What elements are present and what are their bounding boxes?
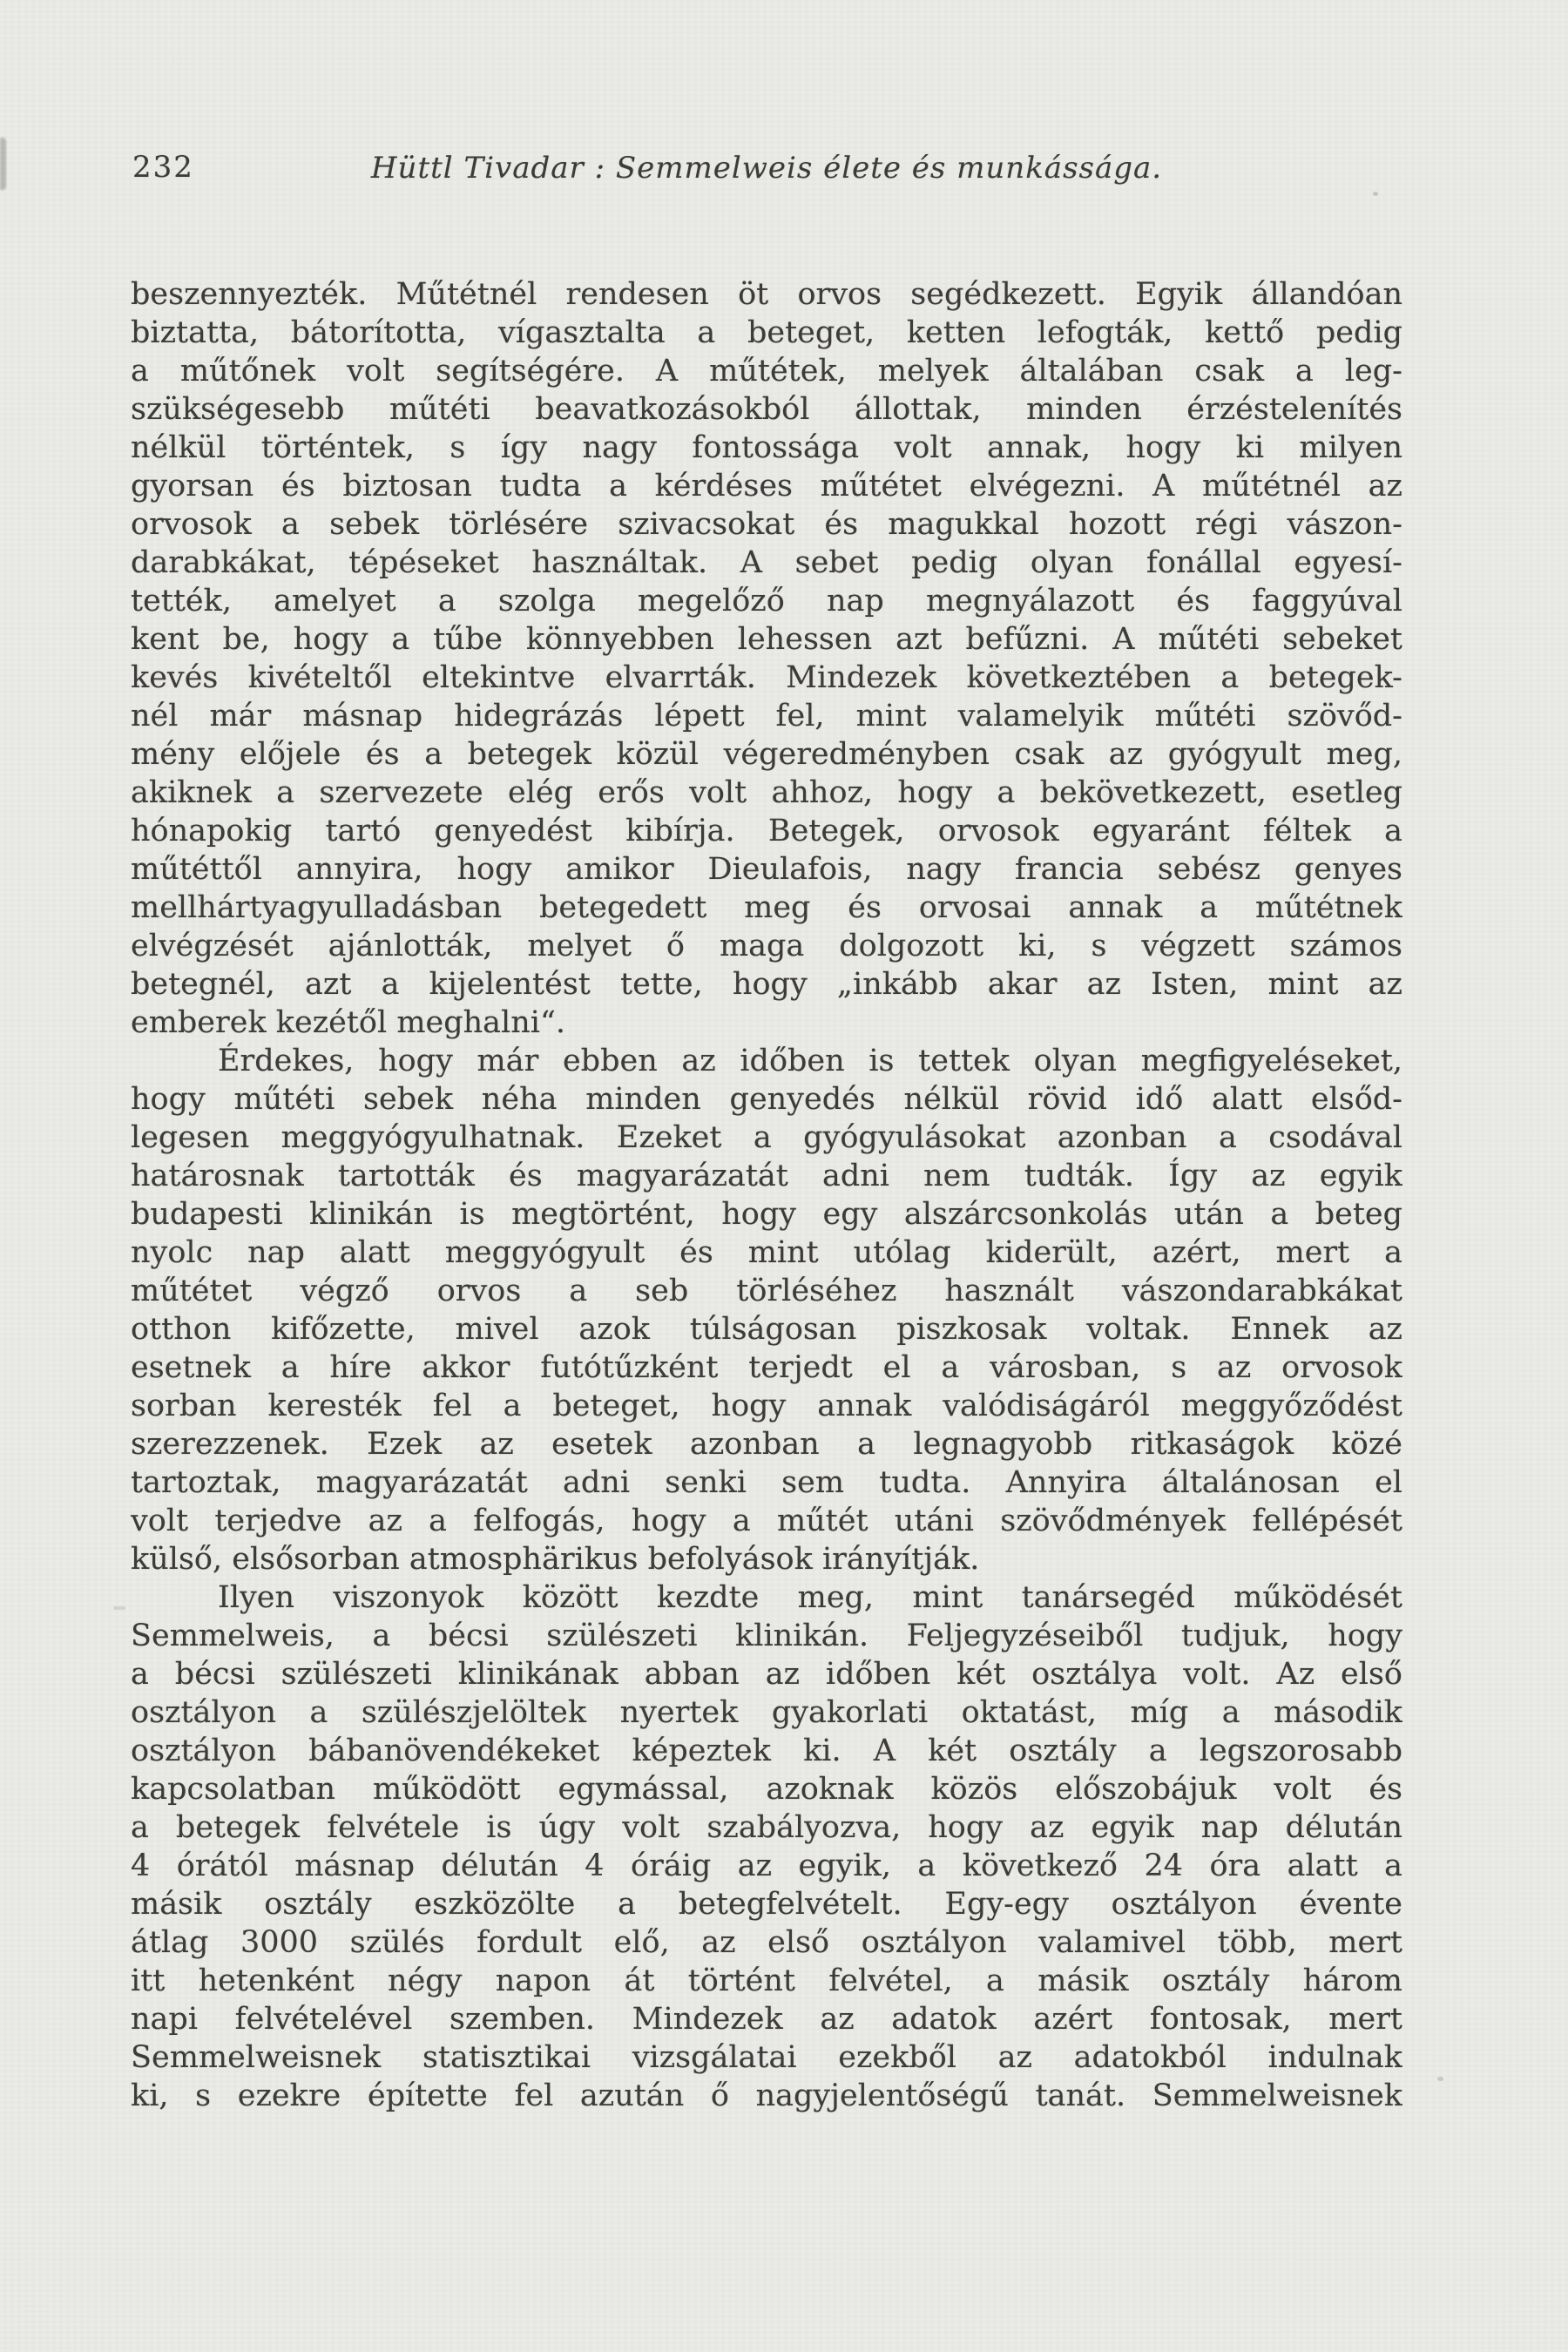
text-line: mény előjele és a betegek közül végeredményben csak az gyógyult meg, (131, 737, 1402, 772)
text-line: kapcsolatban működött egymással, azoknak közös előszobájuk volt és (131, 1772, 1402, 1807)
text-line: sorban keresték fel a beteget, hogy annak valódiságáról meggyőződést (131, 1389, 1402, 1423)
text-line: műtétet végző orvos a seb törléséhez használt vászondarabkákat (131, 1274, 1402, 1308)
text-line: nél már másnap hidegrázás lépett fel, mint valamelyik műtéti szövőd- (131, 699, 1402, 733)
page-header (131, 148, 1402, 188)
text-line: műtéttől annyira, hogy amikor Dieulafois, nagy francia sebész genyes (131, 852, 1402, 887)
text-line: gyorsan és biztosan tudta a kérdéses műtétet elvégezni. A műtétnél az (131, 469, 1402, 504)
text-line: a műtőnek volt segítségére. A műtétek, melyek általában csak a leg- (131, 354, 1402, 389)
text-line: kent be, hogy a tűbe könnyebben lehessen azt befűzni. A műtéti sebeket (131, 622, 1402, 657)
text-line: mellhártyagyulladásban betegedett meg és orvosai annak a műtétnek (131, 890, 1402, 925)
text-line: akiknek a szervezete elég erős volt ahhoz, hogy a bekövetkezett, esetleg (131, 775, 1402, 810)
text-line: kevés kivételtől eltekintve elvarrták. Mindezek következtében a betegek- (131, 660, 1402, 695)
paper-speck (1437, 2077, 1443, 2081)
text-line: nélkül történtek, s így nagy fontossága volt annak, hogy ki milyen (131, 430, 1402, 465)
text-line: osztályon a szülészjelöltek nyertek gyakorlati oktatást, míg a második (131, 1695, 1402, 1730)
text-line: Ilyen viszonyok között kezdte meg, mint tanársegéd működését (218, 1580, 1402, 1615)
text-line: határosnak tartották és magyarázatát adni nem tudták. Így az egyik (131, 1159, 1402, 1193)
text-line: nyolc nap alatt meggyógyult és mint utólag kiderült, azért, mert a (131, 1235, 1402, 1270)
text-line: elvégzését ajánlották, melyet ő maga dolgozott ki, s végzett számos (131, 929, 1402, 963)
text-line: ki, s ezekre építette fel azután ő nagyjelentőségű tanát. Semmelweisnek (131, 2078, 1402, 2113)
scan-edge-smudge (0, 138, 6, 190)
text-line: hónapokig tartó genyedést kibírja. Betegek, orvosok egyaránt féltek a (131, 814, 1402, 848)
running-head-title: Hüttl Tivadar : Semmelweis élete és munkássága. (370, 151, 1163, 186)
text-line: 4 órától másnap délután 4 óráig az egyik, a következő 24 óra alatt a (131, 1848, 1402, 1883)
text-line: szerezzenek. Ezek az esetek azonban a legnagyobb ritkaságok közé (131, 1427, 1402, 1462)
text-line: tették, amelyet a szolga megelőző nap megnyálazott és faggyúval (131, 584, 1402, 618)
text-line: darabkákat, tépéseket használtak. A sebet pedig olyan fonállal egyesí- (131, 545, 1402, 580)
text-line: napi felvételével szemben. Mindezek az adatok azért fontosak, mert (131, 2002, 1402, 2037)
text-line: betegnél, azt a kijelentést tette, hogy „inkább akar az Isten, mint az (131, 967, 1402, 1002)
text-line: a betegek felvétele is úgy volt szabályozva, hogy az egyik nap délután (131, 1810, 1402, 1845)
text-line: otthon kifőzette, mivel azok túlságosan piszkosak voltak. Ennek az (131, 1312, 1402, 1347)
text-line: Semmelweisnek statisztikai vizsgálatai ezekből az adatokból indulnak (131, 2040, 1402, 2075)
text-line: volt terjedve az a felfogás, hogy a műtét utáni szövődmények fellépését (131, 1504, 1402, 1538)
text-line: osztályon bábanövendékeket képeztek ki. A két osztály a legszorosabb (131, 1734, 1402, 1768)
text-line: szükségesebb műtéti beavatkozásokból állottak, minden érzéstelenítés (131, 392, 1402, 427)
text-line: másik osztály eszközölte a betegfelvételt. Egy-egy osztályon évente (131, 1887, 1402, 1922)
text-line: hogy műtéti sebek néha minden genyedés nélkül rövid idő alatt elsőd- (131, 1082, 1402, 1117)
text-line: a bécsi szülészeti klinikának abban az időben két osztálya volt. Az első (131, 1657, 1402, 1692)
text-line: beszennyezték. Műtétnél rendesen öt orvos segédkezett. Egyik állandóan (131, 277, 1402, 312)
text-line: budapesti klinikán is megtörtént, hogy egy alszárcsonkolás után a beteg (131, 1197, 1402, 1232)
text-line: emberek kezétől meghalni“. (131, 1005, 565, 1040)
text-line: Semmelweis, a bécsi szülészeti klinikán. Feljegyzéseiből tudjuk, hogy (131, 1619, 1402, 1653)
page-number: 232 (132, 150, 194, 185)
text-line: Érdekes, hogy már ebben az időben is tettek olyan megfigyeléseket, (218, 1044, 1402, 1078)
text-line: legesen meggyógyulhatnak. Ezeket a gyógyulásokat azonban a csodával (131, 1120, 1402, 1155)
text-line: orvosok a sebek törlésére szivacsokat és magukkal hozott régi vászon- (131, 507, 1402, 542)
text-line: átlag 3000 szülés fordult elő, az első osztályon valamivel több, mert (131, 1925, 1402, 1960)
body-text (131, 275, 1402, 2115)
paper-speck (113, 1606, 125, 1610)
text-line: esetnek a híre akkor futótűzként terjedt el a városban, s az orvosok (131, 1350, 1402, 1385)
text-line: tartoztak, magyarázatát adni senki sem tudta. Annyira általánosan el (131, 1465, 1402, 1500)
text-line: biztatta, bátorította, vígasztalta a beteget, ketten lefogták, kettő pedig (131, 315, 1402, 350)
text-line: itt hetenként négy napon át történt felvétel, a másik osztály három (131, 1963, 1402, 1998)
paper-speck (1373, 192, 1378, 196)
text-line: külső, elsősorban atmosphärikus befolyások irányítják. (131, 1542, 980, 1577)
